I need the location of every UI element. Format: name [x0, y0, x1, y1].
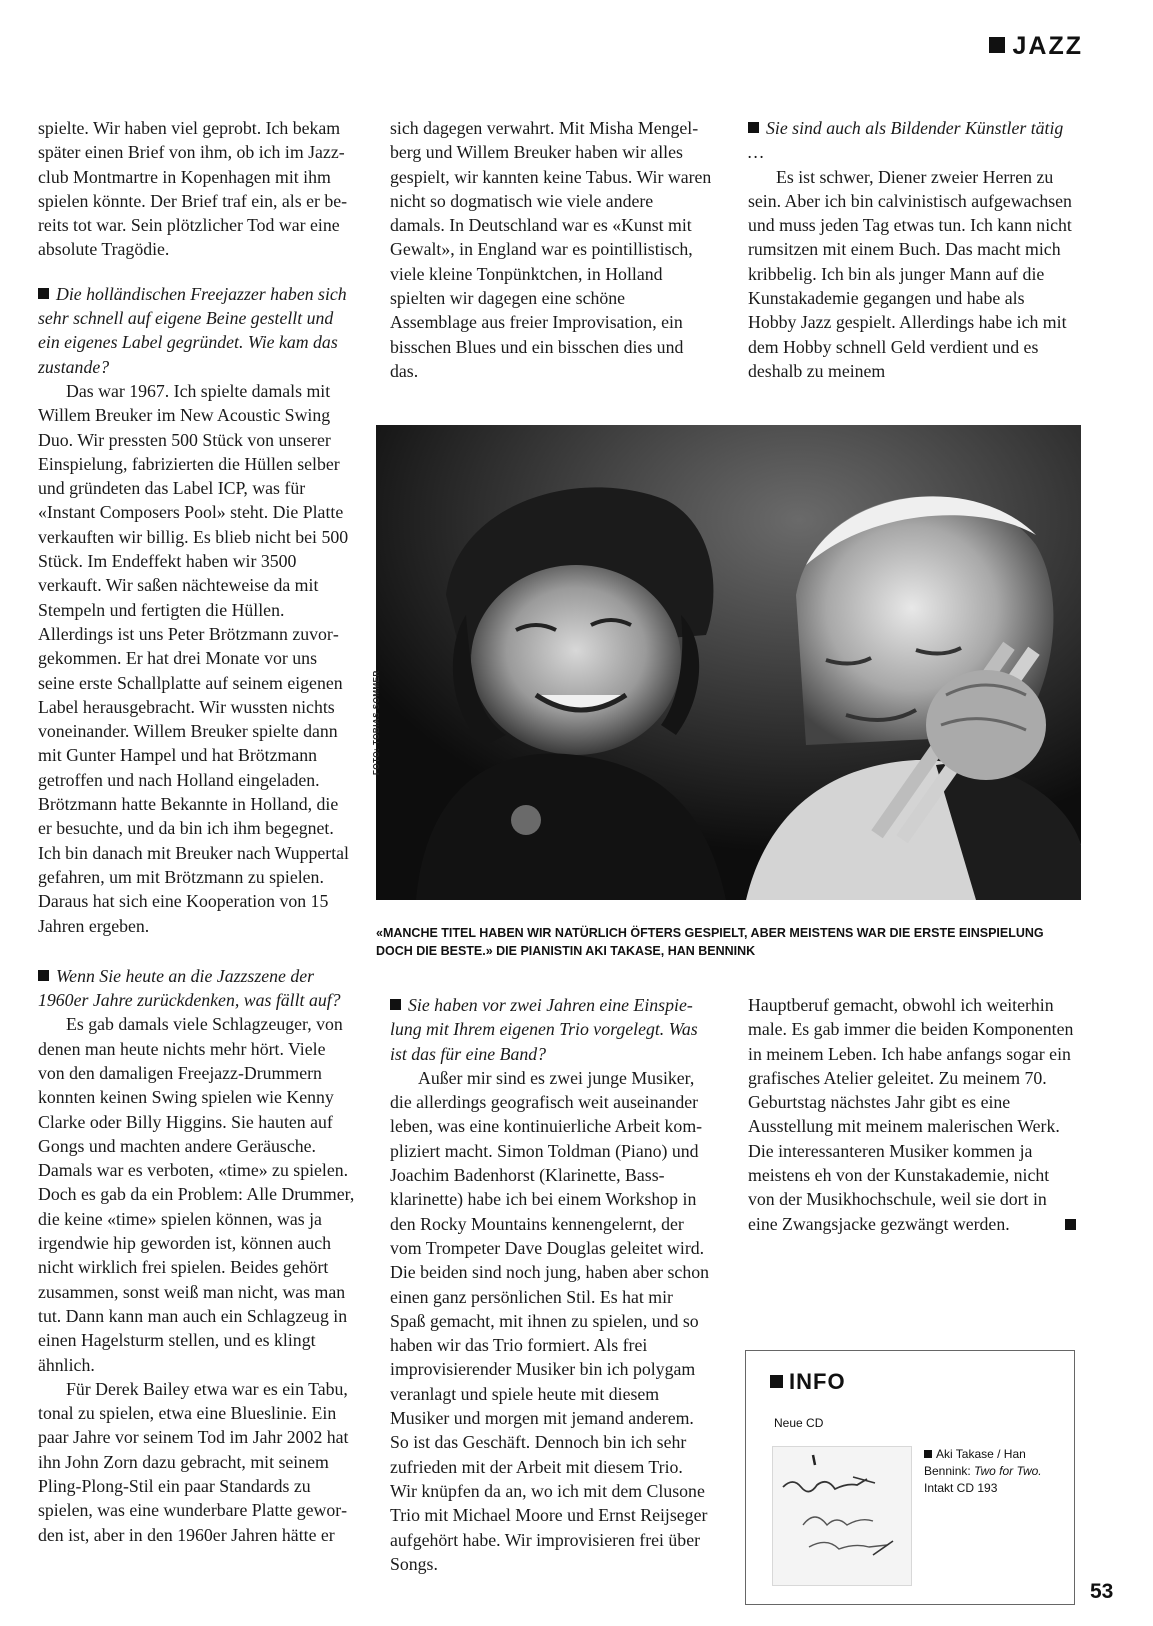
photo-illustration: [376, 425, 1081, 900]
cd-cover-image: [772, 1446, 912, 1586]
info-box: [745, 1350, 1075, 1605]
col1-question-1: [38, 282, 356, 379]
info-album: Two for Two.: [974, 1464, 1042, 1478]
column-2: [390, 116, 712, 383]
question-square-icon: [390, 999, 401, 1010]
col2-paragraph-2: Außer mir sind es zwei junge Musiker, die allerdings geografisch weit auseinander leben, was eine kontinuierliche Arbeit kompliziert macht. Simon Toldman (Piano) und Joachim Badenhorst (Klarinette, Bassklarinette) habe ich bei einem Workshop in den Rocky Mountains kennengelernt, der vom Trompeter Dave Douglas geleitet wird. Die beiden sind noch jung, haben aber schon einen ganz persönlichen Stil. Es hat mir Spaß gemacht, mit ihnen zu spielen, und so haben wir das Trio formiert. Als frei improvisierender Musiker bin ich polygam veranlagt und spiele heute mit diesem Musiker und morgen mit jemand anderem. So ist das Geschäft. Dennoch bin ich sehr zufrieden mit der Arbeit mit diesem Trio. Wir knüpfen da an, wo ich mit dem Clusone Trio mit Michael Moore und Ernst Reijseger aufgehört habe. Wir improvisieren frei über Songs.: [390, 1067, 709, 1574]
photo-credit: FOTO: TOBIAS SOMMER: [372, 670, 381, 775]
col1-question-1-text: Die holländischen Freejazzer haben sich sehr schnell auf eigene Beine gestellt und ein eigenes Label gegründet. Wie kam das zustande?: [38, 283, 347, 377]
col1-paragraph-3: Es gab damals viele Schlagzeuger, von denen man heute nichts mehr hört. Viele von den damaligen Freejazz-Drummern konnten keinen Swing spielen wie Kenny Clarke oder Billy Higgins. Sie hauten auf Gongs und machten andere Geräusche. Damals war es verboten, «time» zu spielen. Doch es gab da ein Problem: Alle Drummer, die keine «time» spielen können, was ja irgendwie hip geworden ist, können auch nicht wirklich frei spielen. Beides gehört zusammen, sonst weiß man nicht, was man tut. Dann kann man auch ein Schlagzeug in einen Hagelsturm stellen, und es klingt ähnlich.: [38, 1014, 355, 1375]
section-tag: [989, 32, 1084, 61]
info-label: Intakt CD 193: [924, 1481, 998, 1495]
col3-question-1-text: Sie sind auch als Bildender Künstler tätig …: [748, 118, 1064, 163]
photo: [376, 425, 1081, 900]
col2-question-1: [390, 993, 712, 1066]
info-text: [924, 1446, 1069, 1497]
photo-caption: «MANCHE TITEL HABEN WIR NATÜRLICH ÖFTERS GESPIELT, ABER MEISTENS WAR DIE ERSTE EINSPIELUNG DOCH DIE BESTE.» DIE PIANISTIN AKI TAKASE, HAN BENNINK: [376, 926, 1044, 958]
col1-paragraph-1: spielte. Wir haben viel geprobt. Ich bekam später einen Brief von ihm, ob ich im Jazzclub Montmartre in Kopenhagen mit ihm spielen könnte. Der Brief traf ein, als er bereits tot war. Sein plötzlicher Tod war eine absolute Tragödie.: [38, 118, 348, 260]
col3-paragraph-2: [748, 993, 1076, 1236]
col1-question-2-text: Wenn Sie heute an die Jazzszene der 1960er Jahre zurückdenken, was fällt auf?: [38, 965, 341, 1011]
info-square-icon: [770, 1375, 783, 1388]
col3-paragraph-2-text: Hauptberuf gemacht, obwohl ich weiterhin male. Es gab immer die beiden Komponenten in meinem Leben. Ich habe anfangs sogar ein grafisches Atelier geleitet. Zu meinem 70. Geburtstag nächstes Jahr gibt es eine Ausstellung mit meinem malerischen Werk. Die interessanteren Musiker kommen ja meistens eh von der Kunstakademie, nicht von der Musikhochschule, weil sie dort in eine Zwangsjacke gezwängt werden.: [748, 995, 1074, 1234]
column-3-lower: [748, 993, 1076, 1236]
info-title-text: INFO: [789, 1369, 846, 1394]
end-mark-icon: [1065, 1219, 1076, 1230]
section-label: JAZZ: [1012, 32, 1083, 60]
question-square-icon: [38, 288, 49, 299]
col2-paragraph-1: sich dagegen verwahrt. Mit Misha Mengelberg und Willem Breuker haben wir alles gespielt, wir kannten keine Tabus. Wir waren nicht so dogmatisch wie viele andere damals. In Deutschland war es «Kunst mit Gewalt», in England war es pointillistisch, viele kleine Tonpünktchen, in Holland spielten wir dagegen eine schöne Assemblage aus freier Improvisation, ein bisschen Blues und ein bisschen dies und das.: [390, 118, 712, 381]
col3-paragraph-1: Es ist schwer, Diener zweier Herren zu sein. Aber ich bin calvinistisch aufgewachsen und muss jeden Tag etwas tun. Ich kann nicht rumsitzen mit einem Buch. Das macht mich kribbelig. Ich bin als junger Mann auf die Kunstakademie gegangen und habe als Hobby Jazz gespielt. Allerdings habe ich mit dem Hobby schnell Geld verdient und es deshalb zu meinem: [748, 166, 1072, 381]
question-square-icon: [38, 970, 49, 981]
info-bullet-icon: [924, 1450, 932, 1458]
col2-question-1-text: Sie haben vor zwei Jahren eine Einspielung mit Ihrem eigenen Trio vorgelegt. Was ist das für eine Band?: [390, 995, 698, 1064]
info-artists: Aki Takase / Han Bennink:: [924, 1447, 1026, 1478]
section-square-icon: [989, 37, 1005, 53]
info-subtitle: Neue CD: [774, 1416, 824, 1430]
page-number: 53: [1090, 1580, 1114, 1603]
col1-paragraph-4: Für Derek Bailey etwa war es ein Tabu, tonal zu spielen, etwa eine Blueslinie. Ein paar Jahre vor seinem Tod im Jahr 2002 hat ihn John Zorn dazu gebracht, mit seinem Pling-Plong-Stil ein paar Standards zu spielen, was eine wunderbare Platte geworden ist, aber in den 1960er Jahren hätte er: [38, 1378, 349, 1545]
column-1: [38, 116, 356, 1547]
col3-question-1: [748, 116, 1076, 165]
col1-paragraph-2: Das war 1967. Ich spielte damals mit Willem Breuker im New Acoustic Swing Duo. Wir pressten 500 Stück von unserer Einspielung, fabrizierten die Hüllen selber und gründeten das Label ICP, was für «Instant Composers Pool» steht. Die Platte verkauften wir billig. Es blieb nicht bei 500 Stück. Im Endeffekt haben wir 3500 verkauft. Wir saßen nächteweise da mit Stempeln und fertigten die Hüllen. Allerdings ist uns Peter Brötzmann zuvorgekommen. Er hat drei Monate vor uns seine erste Schallplatte auf seinem eigenen Label herausgebracht. Wir wussten nichts voneinander. Willem Breuker spielte dann mit Gunter Hampel und hat Brötzmann getroffen und nach Holland eingeladen. Brötzmann hatte Bekannte in Holland, die er besuchte, und da bin ich ihm begegnet. Ich bin danach mit Breuker nach Wuppertal gefahren, um mit Brötzmann zu spielen. Daraus hat sich eine Kooperation von 15 Jahren ergeben.: [38, 380, 349, 936]
question-square-icon: [748, 122, 759, 133]
column-2-lower: [390, 993, 712, 1576]
column-3: [748, 116, 1076, 383]
info-title: [770, 1369, 846, 1395]
col1-question-2: [38, 964, 356, 1013]
cd-cover-scribble-icon: [773, 1447, 911, 1585]
